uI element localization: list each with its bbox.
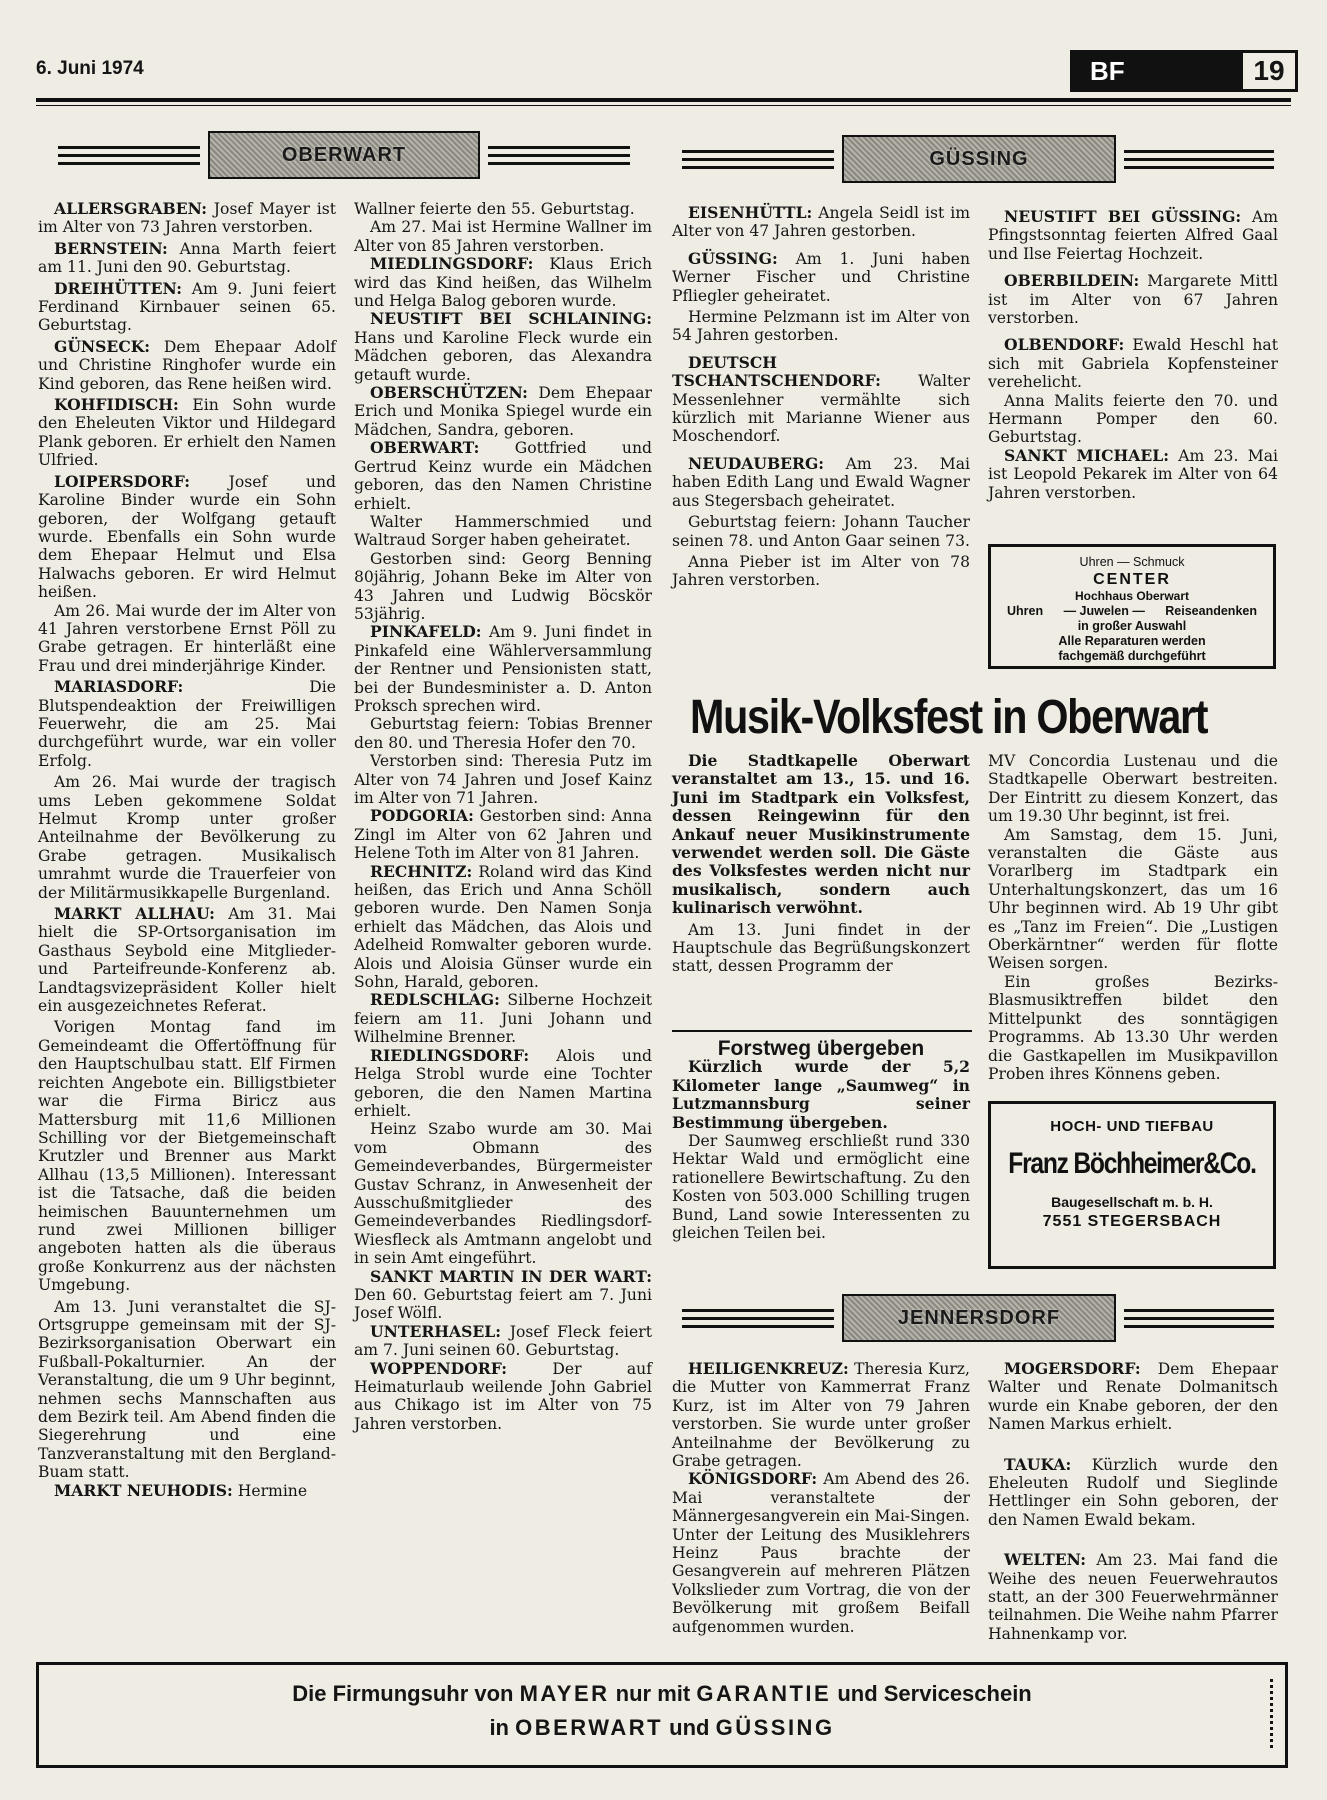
section-box bbox=[842, 135, 1116, 183]
section-title: GÜSSING bbox=[929, 147, 1029, 170]
section-box bbox=[842, 1294, 1116, 1342]
head-lines-right bbox=[1124, 150, 1274, 169]
ad-row bbox=[991, 604, 1273, 619]
headline-musik-volksfest: Musik-Volksfest in Oberwart bbox=[690, 691, 1208, 744]
head-lines-left bbox=[682, 150, 834, 169]
section-head-jennersdorf bbox=[682, 1295, 1274, 1341]
header-rule-thin bbox=[36, 105, 1291, 106]
ad-line: in großer Auswahl bbox=[1077, 619, 1187, 633]
section-head-oberwart bbox=[58, 132, 630, 178]
bottom-ad-line-1: Die Firmungsuhr von MAYER nur mit GARANTIE und Serviceschein bbox=[292, 1681, 1032, 1706]
section-box bbox=[208, 131, 480, 179]
ad-line: Baugesellschaft m. b. H. bbox=[1051, 1194, 1213, 1210]
ad-line: — Juwelen — bbox=[1063, 604, 1145, 618]
ad-line: HOCH- UND TIEFBAU bbox=[1050, 1118, 1214, 1135]
section-title: OBERWART bbox=[281, 143, 407, 166]
column-jennersdorf-1: HEILIGENKREUZ: Theresia Kurz, die Mutter von Kammerrat Franz Kurz, ist im Alter von 79 Jahren verstorben. Sie wurde unter großer Anteilnahme der Bevölkerung zu Grabe getragen. KÖNIGSDORF: Am Abend des 26. Mai veranstaltete der Männergesangverein ein Mai-Singen. Unter der Leitung des Musiklehrers Heinz Paus brachte der Gesangverein auf mehreren Plätzen Volkslieder zum Vortrag, die von der Bevölkerung mit großem Beifall aufgenommen wurden. bbox=[672, 1359, 970, 1636]
head-lines-right bbox=[1124, 1309, 1274, 1328]
issue-date: 6. Juni 1974 bbox=[36, 58, 144, 79]
column-oberwart-1: ALLERSGRABEN: Josef Mayer ist im Alter von 73 Jahren verstorben. BERNSTEIN: Anna Marth feiert am 11. Juni den 90. Geburtstag. DREIHÜTTEN: Am 9. Juni feiert Ferdinand Kirnbauer seinen 65. Geburtstag. GÜNSECK: Dem Ehepaar Adolf und Christine Ringhofer wurde ein Kind geboren, das Rene heißen wird. KOHFIDISCH: Ein Sohn wurde den Eheleuten Viktor und Hildegard Plank geboren. Er erhielt den Namen Ulfried. LOIPERSDORF: Josef und Karoline Binder wurde ein Sohn geboren, der Wolfgang getauft wurde. Ebenfalls ein Sohn wurde dem Ehepaar Helmut und Elsa Halwachs geboren. Er wird Helmut heißen. Am 26. Mai wurde der im Alter von 41 Jahren verstorbene Ernst Pöll zu Grabe getragen. Er hinterläßt eine Frau und drei minderjährige Kinder. MARIASDORF: Die Blutspendeaktion der Freiwilligen Feuerwehr, die am 25. Mai durchgeführt wurde, war ein voller Erfolg. Am 26. Mai wurde der tragisch ums Leben gekommene Soldat Helmut Kromp unter großer Anteilnahme der Bevölkerung zu Grabe getragen. Musikalisch umrahmt wurde die Trauerfeier von der Militärmusikkapelle Burgenland. MARKT ALLHAU: Am 31. Mai hielt die SP-Ortsorganisation im Gasthaus Seybold eine Mitglieder- und Parteifreunde-Konferenz ab. Landtagsvizepräsident Koller hielt ein ausgezeichnetes Referat. Vorigen Montag fand im Gemeindeamt die Offertöffnung für den Hauptschulbau statt. Elf Firmen reichten Angebote ein. Billigstbieter war die Firma Biricz aus Mattersburg mit 11,6 Millionen Schilling vor der Bietgemeinschaft Krutzler und Brenner aus Markt Allhau (13,5 Millionen). Interessant ist die Tatsache, daß die beiden heimischen Bauunternehmen um rund zwei Millionen billiger angeboten hatten als die überaus große Konkurrenz aus der nächsten Umgebung. Am 13. Juni veranstaltet die SJ-Ortsgruppe gemeinsam mit der SJ-Bezirksorganisation Oberwart ein Fußball-Pokalturnier. An der Veranstaltung, die um 9 Uhr beginnt, nehmen sechs Mannschaften aus dem Bezirk teil. Am Abend finden die Siegerehrung und eine Tanzveranstaltung mit den Bergland-Buam statt. MARKT NEUHODIS: Hermine bbox=[38, 199, 336, 1500]
ad-boechheimer bbox=[988, 1101, 1276, 1269]
head-lines-left bbox=[58, 146, 200, 165]
ad-line: fachgemäß durchgeführt bbox=[1058, 649, 1206, 663]
ad-center-oberwart bbox=[988, 544, 1276, 669]
bottom-ad-line-2: in OBERWART und GÜSSING bbox=[489, 1715, 835, 1740]
ad-line: 7551 STEGERSBACH bbox=[1042, 1213, 1222, 1230]
ad-line: Alle Reparaturen werden bbox=[1058, 634, 1206, 648]
column-guessing-1: EISENHÜTTL: Angela Seidl ist im Alter von 47 Jahren gestorben. GÜSSING: Am 1. Juni haben Werner Fischer und Christine Pfliegler geheiratet. Hermine Pelzmann ist im Alter von 54 Jahren gestorben. DEUTSCH TSCHANTSCHENDORF: Walter Messenlehner vermählte sich kürzlich mit Marianne Wiener aus Moschendorf. NEUDAUBERG: Am 23. Mai haben Edith Lang und Ewald Wagner aus Stegersbach geheiratet. Geburtstag feiern: Johann Taucher seinen 78. und Anton Gaar seinen 73. Anna Pieber ist im Alter von 78 Jahren verstorben. bbox=[672, 203, 970, 590]
article-forstweg: Forstweg übergeben Kürzlich wurde der 5,2 Kilometer lange „Saumweg“ in Lutzmannsburg seiner Bestimmung übergeben. Der Saumweg erschließt rund 330 Hektar Wald und ermöglicht eine rationellere Bewirtschaftung. Zu den Kosten von 503.000 Schilling trugen Bund, Land sowie Interessenten zu gleichen Teilen bei. bbox=[672, 1037, 970, 1243]
ad-brand: Franz Böchheimer&Co. bbox=[1008, 1147, 1256, 1180]
head-lines-right bbox=[488, 146, 630, 165]
column-fest-1: Die Stadtkapelle Oberwart veranstaltet am 13., 15. und 16. Juni im Stadtpark ein Volksfest, dessen Reingewinn für den Ankauf neuer Musikinstrumente verwendet werden soll. Die Gäste des Volksfestes werden nicht nur musikalisch, sondern auch kulinarisch verwöhnt. Am 13. Juni findet in der Hauptschule das Begrüßungskonzert statt, dessen Programm der bbox=[672, 751, 970, 976]
page-number: 19 bbox=[1240, 50, 1298, 92]
ad-line: Uhren bbox=[1007, 604, 1044, 618]
forst-rule bbox=[672, 1030, 972, 1032]
paper-name: BF bbox=[1070, 50, 1240, 92]
ad-line: Reiseandenken bbox=[1165, 604, 1257, 618]
section-title: JENNERSDORF bbox=[897, 1306, 1061, 1329]
forst-headline: Forstweg übergeben bbox=[717, 1037, 925, 1060]
ad-brand: CENTER bbox=[1093, 571, 1171, 588]
decorative-rule bbox=[1270, 1679, 1273, 1751]
header-rule bbox=[36, 98, 1291, 102]
ad-line: Hochhaus Oberwart bbox=[1074, 589, 1190, 603]
page-badge bbox=[1070, 50, 1298, 92]
ad-line: Uhren — Schmuck bbox=[1079, 555, 1185, 569]
head-lines-left bbox=[682, 1309, 834, 1328]
section-head-guessing bbox=[682, 136, 1274, 182]
column-guessing-2: NEUSTIFT BEI GÜSSING: Am Pfingstsonntag feierten Alfred Gaal und Ilse Feiertag Hochzeit. OBERBILDEIN: Margarete Mittl ist im Alter von 67 Jahren verstorben. OLBENDORF: Ewald Heschl hat sich mit Gabriela Kopfensteiner verehelicht. Anna Malits feierte den 70. und Hermann Pomper den 60. Geburtstag. SANKT MICHAEL: Am 23. Mai ist Leopold Pekarek im Alter von 64 Jahren verstorben. bbox=[988, 207, 1279, 502]
ad-firmungsuhr-mayer bbox=[36, 1662, 1288, 1768]
column-oberwart-2: Wallner feierte den 55. Geburtstag. Am 27. Mai ist Hermine Wallner im Alter von 85 Jahren verstorben. MIEDLINGSDORF: Klaus Erich wird das Kind heißen, das Wilhelm und Helga Balog geboren wurde. NEUSTIFT BEI SCHLAINING: Hans und Karoline Fleck wurde ein Mädchen geboren, das Alexandra getauft wurde. OBERSCHÜTZEN: Dem Ehepaar Erich und Monika Spiegel wurde ein Mädchen, Sandra, geboren. OBERWART: Gottfried und Gertrud Keinz wurde ein Mädchen geboren, das den Namen Christine erhielt. Walter Hammerschmied und Waltraud Sorger haben geheiratet. Gestorben sind: Georg Benning 80jährig, Johann Beke im Alter von 43 Jahren und Ludwig Böcskör 53jährig. PINKAFELD: Am 9. Juni findet in Pinkafeld eine Wählerversammlung der Rentner und Pensionisten statt, bei der Bundesminister a. D. Anton Proksch sprechen wird. Geburtstag feiern: Tobias Brenner den 80. und Theresia Hofer den 70. Verstorben sind: Theresia Putz im Alter von 74 Jahren und Josef Kainz im Alter von 71 Jahren. PODGORIA: Gestorben sind: Anna Zingl im Alter von 62 Jahren und Helene Toth im Alter von 81 Jahren. RECHNITZ: Roland wird das Kind heißen, das Erich und Anna Schöll geboren wurde. Den Namen Sonja erhielt das Mädchen, das Alois und Adelheid Romwalter geboren wurde. Alois und Aloisia Günser wurde ein Sohn, Harald, geboren. REDLSCHLAG: Silberne Hochzeit feiern am 11. Juni Johann und Wilhelmine Brenner. RIEDLINGSDORF: Alois und Helga Strobl wurde eine Tochter geboren, die den Namen Martina erhielt. Heinz Szabo wurde am 30. Mai vom Obmann des Gemeindeverbandes, Bürgermeister Gustav Schranz, in Anwesenheit der Ausschußmitglieder des Gemeindeverbandes Riedlingsdorf-Wiesfleck als Amtmann angelobt und in sein Amt eingeführt. SANKT MARTIN IN DER WART: Den 60. Geburtstag feiert am 7. Juni Josef Wölfl. UNTERHASEL: Josef Fleck feiert am 7. Juni seinen 60. Geburtstag. WOPPENDORF: Der auf Heimaturlaub weilende John Gabriel aus Chikago ist im Alter von 75 Jahren verstorben. bbox=[354, 200, 652, 1433]
column-fest-2: MV Concordia Lustenau und die Stadtkapelle Oberwart bestreiten. Der Eintritt zu diesem Konzert, das um 19.30 Uhr beginnt, ist frei. Am Samstag, dem 15. Juni, veranstalten die Gäste aus Vorarlberg im Stadtpark ein Unterhaltungskonzert, das um 16 Uhr beginnen wird. Ab 19 Uhr gibt es „Tanz im Freien“. Die „Lustigen Oberkärntner“ werden für flotte Weisen sorgen. Ein großes Bezirks-Blasmusiktreffen bildet den Mittelpunkt des sonntägigen Programms. Ab 13.30 Uhr werden die Gastkapellen im Musikpavillon Proben ihres Könnens geben. bbox=[988, 752, 1278, 1083]
column-jennersdorf-2: MOGERSDORF: Dem Ehepaar Walter und Renate Dolmanitsch wurde ein Knabe geboren, der den Namen Markus erhielt. TAUKA: Kürzlich wurde den Eheleuten Rudolf und Sieglinde Hettlinger ein Sohn geboren, der den Namen Ewald bekam. WELTEN: Am 23. Mai fand die Weihe des neuen Feuerwehrautos statt, an der 300 Feuerwehrmänner teilnahmen. Die Weihe nahm Pfarrer Hahnenkamp vor. bbox=[988, 1359, 1278, 1643]
